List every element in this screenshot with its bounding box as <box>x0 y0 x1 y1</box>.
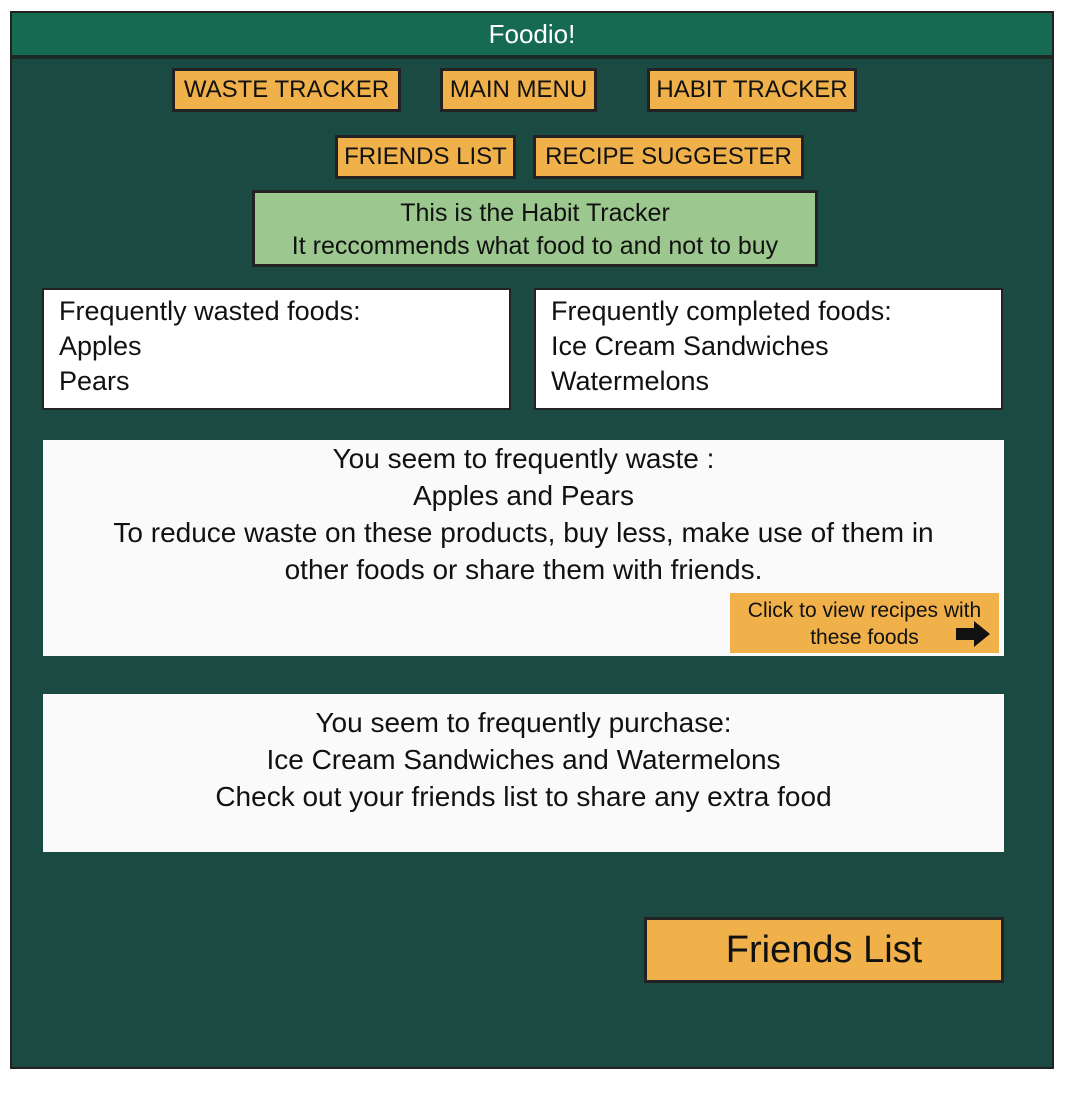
view-recipes-button[interactable] <box>730 593 999 653</box>
purchase-advice-panel <box>43 694 1004 852</box>
completed-foods-heading: Frequently completed foods: <box>551 296 892 326</box>
intro-description: It reccommends what food to and not to buy <box>291 232 779 260</box>
purchase-advice-tip: Check out your friends list to share any extra food <box>215 781 832 812</box>
completed-foods-panel <box>534 288 1003 410</box>
purchase-advice-foods: Ice Cream Sandwiches and Watermelons <box>266 744 781 775</box>
waste-tracker-button[interactable]: WASTE TRACKER <box>172 68 401 112</box>
waste-advice-foods: Apples and Pears <box>412 480 635 511</box>
recipe-suggester-button[interactable]: RECIPE SUGGESTER <box>533 135 804 179</box>
friends-list-nav-button[interactable]: FRIENDS LIST <box>335 135 516 179</box>
purchase-advice-heading: You seem to frequently purchase: <box>315 707 732 738</box>
habit-tracker-button[interactable]: HABIT TRACKER <box>647 68 857 112</box>
waste-advice-tip: To reduce waste on these products, buy less, make use of them in <box>113 517 934 548</box>
list-item: Pears <box>59 366 130 396</box>
arrow-right-icon <box>956 621 990 647</box>
app-window <box>10 11 1054 1069</box>
view-recipes-label: Click to view recipes with these foods <box>747 599 982 649</box>
main-menu-button[interactable]: MAIN MENU <box>440 68 597 112</box>
waste-advice-tip-continued: other foods or share them with friends. <box>284 554 763 585</box>
habit-tracker-intro <box>252 190 818 267</box>
intro-title: This is the Habit Tracker <box>400 199 670 227</box>
wasted-foods-heading: Frequently wasted foods: <box>59 296 361 326</box>
friends-list-button[interactable]: Friends List <box>644 917 1004 983</box>
app-title: Foodio! <box>12 13 1052 59</box>
list-item: Watermelons <box>551 366 710 396</box>
waste-advice-heading: You seem to frequently waste : <box>332 443 715 474</box>
list-item: Ice Cream Sandwiches <box>551 331 829 361</box>
list-item: Apples <box>59 331 142 361</box>
wasted-foods-panel <box>42 288 511 410</box>
waste-advice-panel <box>43 440 1004 656</box>
